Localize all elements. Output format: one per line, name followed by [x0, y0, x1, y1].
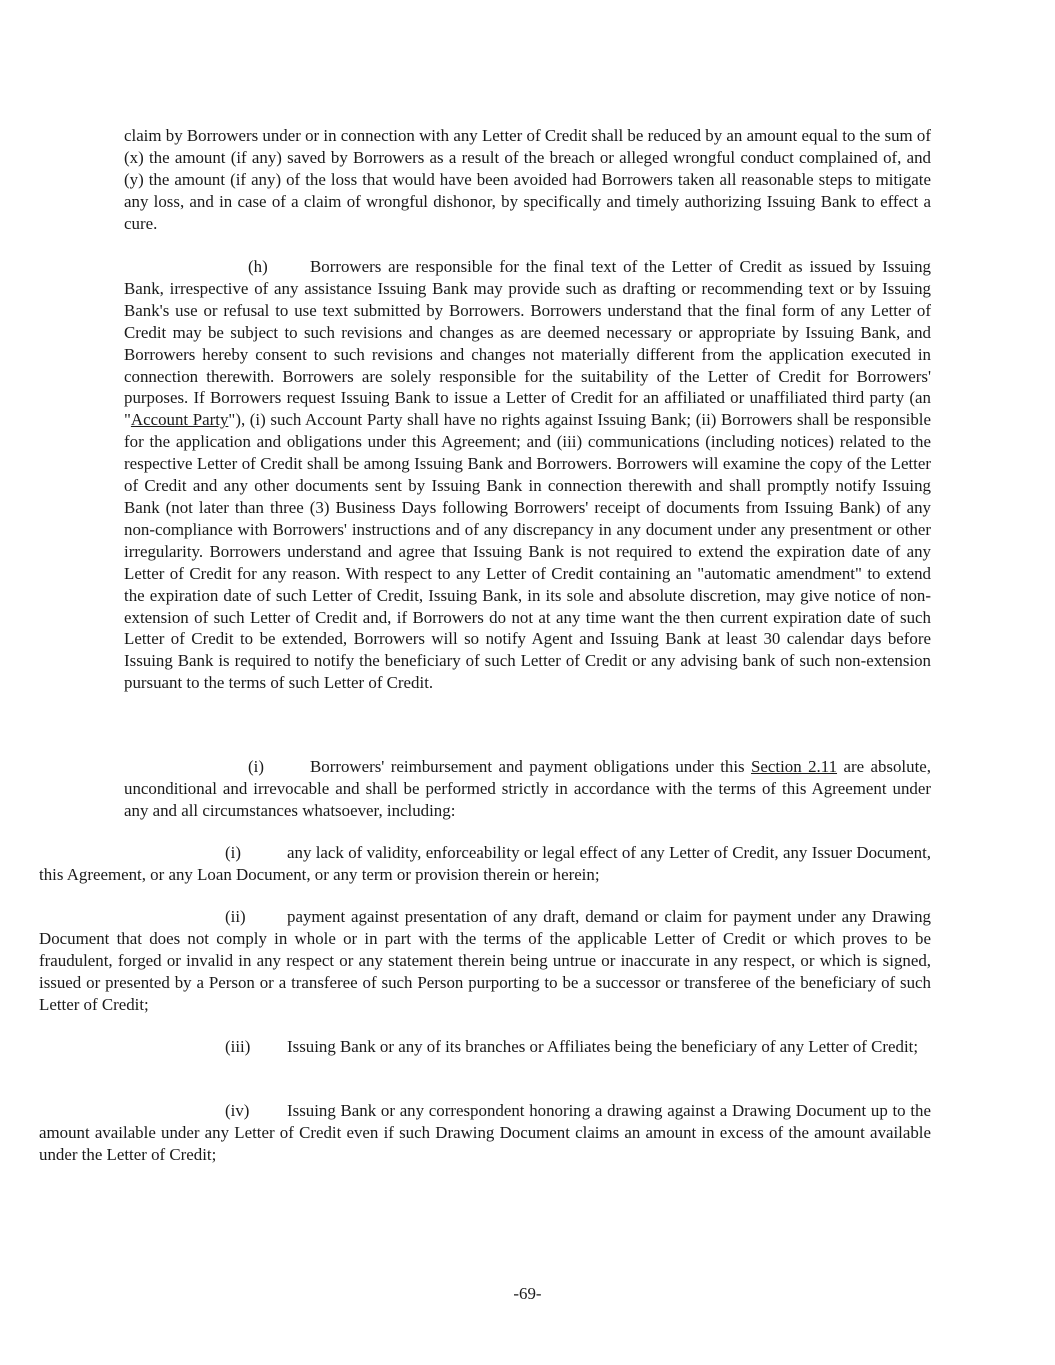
section-reference-link[interactable]: Section 2.11: [751, 757, 838, 776]
sub-item-label: (iv): [225, 1101, 250, 1120]
sub-item-i: (i) any lack of validity, enforceability or legal effect of any Letter of Credit, any Issuer Document, this Agreement, or any Loan Document, or any term or provision therein or herein;: [39, 843, 931, 884]
sub-item-iii: (iii) Issuing Bank or any of its branches or Affiliates being the beneficiary of any Letter of Credit;: [225, 1037, 919, 1056]
sub-item-iv: (iv) Issuing Bank or any correspondent honoring a drawing against a Drawing Document up to the amount available under any Letter of Credit even if such Drawing Document claims an amount in excess of the amount available under the Letter of Credit;: [39, 1101, 931, 1164]
sub-item-label: (ii): [225, 907, 246, 926]
page-number: -69-: [513, 1284, 542, 1303]
paragraph-i: (i) Borrowers' reimbursement and payment obligations under this Section 2.11 are absolute, unconditional and irrevocable and shall be performed strictly in accordance with the terms of this Agreement under any and all circumstances whatsoever, including:: [124, 757, 931, 820]
paragraph-i-label: (i): [248, 757, 264, 776]
paragraph-g-continuation: claim by Borrowers under or in connection with any Letter of Credit shall be reduced by an amount equal to the sum of (x) the amount (if any) saved by Borrowers as a result of the breach or alleged wrongful conduct complained of, and (y) the amount (if any) of the loss that would have been avoided had Borrowers taken all reasonable steps to mitigate any loss, and in case of a claim of wrongful dishonor, by specifically and timely authorizing Issuing Bank to effect a cure.: [124, 126, 931, 233]
sub-item-label: (i): [225, 843, 241, 862]
defined-term-account-party: Account Party: [130, 410, 229, 430]
sub-item-ii: (ii) payment against presentation of any draft, demand or claim for payment under any Drawing Document that does not comply in whole or in part with the terms of the applicable Letter of Credit or which proves to be fraudulent, forged or invalid in any respect or any statement therein being untrue or inaccurate in any respect, or which is signed, issued or presented by a Person or a transferee of such Person purporting to be a successor or transferee of the beneficiary of such Letter of Credit;: [39, 907, 931, 1014]
paragraph-h: (h) Borrowers are responsible for the final text of the Letter of Credit as issued by Issuing Bank, irrespective of any assistance Issuing Bank may provide such as drafting or recommending text or by Issuing Bank's use or refusal to use text submitted by Borrowers. Borrowers understand that the final form of any Letter of Credit may be subject to such revisions and changes as are deemed necessary or appropriate by Issuing Bank, and Borrowers hereby consent to such revisions and changes not materially different from the application executed in connection therewith. Borrowers are solely responsible for the suitability of the Letter of Credit for Borrowers' purposes. If Borrowers request Issuing Bank to issue a Letter of Credit for an affiliated or unaffiliated third party (an "Account Party"), (i) such Account Party shall have no rights against Issuing Bank; (ii) Borrowers shall be responsible for the application and obligations under this Agreement; and (iii) communications (including notices) related to the respective Letter of Credit shall be among Issuing Bank and Borrowers. Borrowers will examine the copy of the Letter of Credit and any other documents sent by Issuing Bank in connection therewith and shall promptly notify Issuing Bank (not later than three (3) Business Days following Borrowers' receipt of documents from Issuing Bank) of any non-compliance with Borrowers' instructions and of any discrepancy in any document under any presentment or other irregularity. Borrowers understand and agree that Issuing Bank is not required to extend the expiration date of any Letter of Credit for any reason. With respect to any Letter of Credit containing an "automatic amendment" to extend the expiration date of such Letter of Credit, Issuing Bank, in its sole and absolute discretion, may give notice of non-extension of such Letter of Credit and, if Borrowers do not at any time want the then current expiration date of such Letter of Credit to be extended, Borrowers will so notify Agent and Issuing Bank at least 30 calendar days before Issuing Bank is required to notify the beneficiary of such Letter of Credit or any advising bank of such non-extension pursuant to the terms of such Letter of Credit.: [124, 257, 931, 693]
paragraph-h-label: (h): [248, 257, 268, 276]
sub-item-label: (iii): [225, 1037, 251, 1056]
